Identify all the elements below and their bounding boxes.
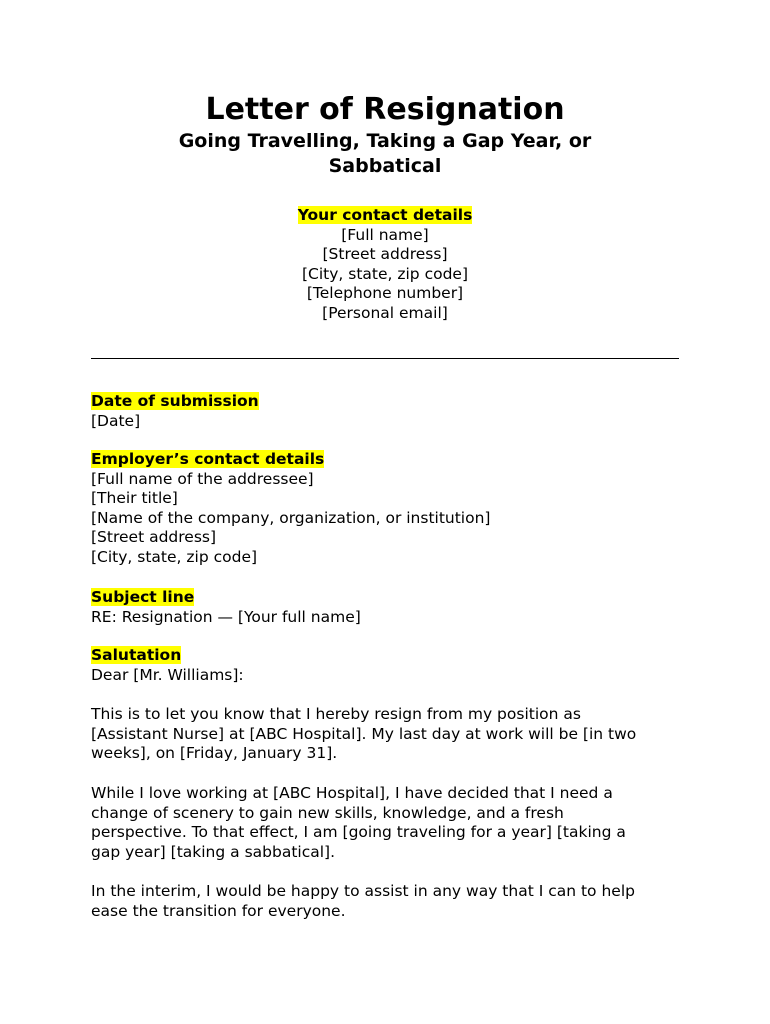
section-heading-employer: Employer’s contact details [91, 450, 325, 468]
contact-line: [Street address] [322, 245, 448, 264]
paragraph-line: perspective. To that effect, I am [going traveling for a year] [taking a [91, 823, 626, 842]
employer-section [91, 450, 691, 568]
salutation-section [91, 646, 691, 685]
subject-line: RE: Resignation — [Your full name] [91, 607, 361, 626]
body-paragraph [91, 784, 691, 862]
page-subtitle [140, 129, 630, 179]
paragraph-line: While I love working at [ABC Hospital], I have decided that I need a [91, 784, 613, 802]
contact-line: [City, state, zip code] [301, 264, 469, 283]
subject-section [91, 588, 691, 627]
paragraph-line: ease the transition for everyone. [91, 901, 346, 920]
contact-line: [Personal email] [322, 303, 448, 322]
subtitle-line: Sabbatical [328, 155, 442, 177]
employer-line: [Name of the company, organization, or institution] [91, 508, 491, 527]
section-heading-date: Date of submission [91, 392, 259, 410]
page-title: Letter of Resignation [205, 92, 565, 127]
paragraph-line: change of scenery to gain new skills, knowledge, and a fresh [91, 803, 564, 822]
subtitle-line: Going Travelling, Taking a Gap Year, or [178, 130, 592, 152]
employer-line: [Full name of the addressee] [91, 469, 314, 488]
employer-line: [City, state, zip code] [91, 547, 258, 566]
paragraph-line: In the interim, I would be happy to assist in any way that I can to help [91, 882, 635, 900]
body-paragraph [91, 882, 691, 921]
horizontal-divider [91, 358, 679, 359]
salutation-line: Dear [Mr. Williams]: [91, 665, 244, 684]
date-line: [Date] [91, 411, 141, 430]
employer-line: [Their title] [91, 489, 178, 508]
section-heading-your-contact: Your contact details [297, 206, 473, 224]
paragraph-line: weeks], on [Friday, January 31]. [91, 744, 338, 763]
contact-line: [Full name] [341, 225, 429, 244]
section-heading-salutation: Salutation [91, 646, 182, 664]
paragraph-line: gap year] [taking a sabbatical]. [91, 842, 336, 861]
employer-line: [Street address] [91, 528, 217, 547]
paragraph-line: [Assistant Nurse] at [ABC Hospital]. My last day at work will be [in two [91, 724, 637, 743]
contact-line: [Telephone number] [306, 284, 464, 303]
your-contact-details [0, 206, 770, 324]
section-heading-subject: Subject line [91, 588, 195, 606]
paragraph-line: This is to let you know that I hereby resign from my position as [91, 705, 581, 723]
date-section [91, 392, 691, 431]
body-paragraph [91, 705, 691, 764]
